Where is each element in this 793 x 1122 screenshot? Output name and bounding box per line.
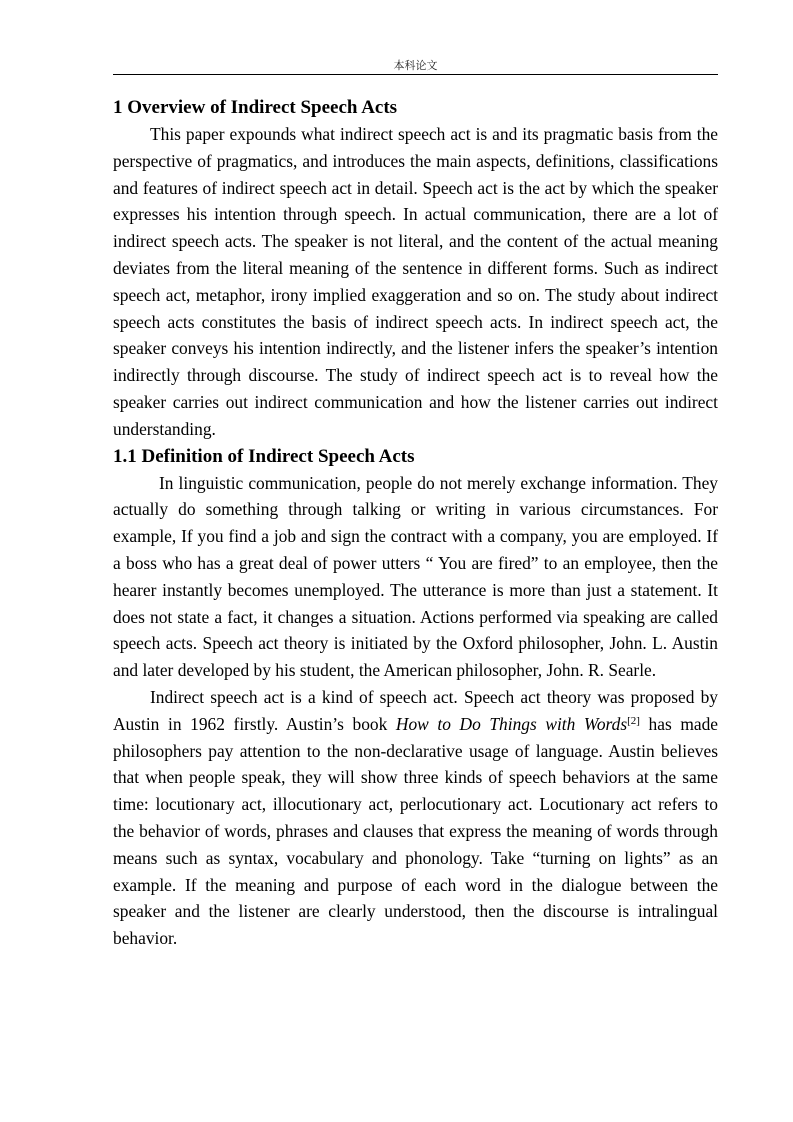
paragraph-text-before: Indirect speech act is a kind of speech act. Speech act theory was proposed by Austin in 1962 firstly. Austin’s book <box>113 686 718 734</box>
section-heading: 1 Overview of Indirect Speech Acts <box>113 97 398 118</box>
book-title: How to Do Things with Words <box>395 713 628 734</box>
citation-marker: [2] <box>627 714 640 727</box>
running-header: 本科论文 <box>393 59 438 72</box>
section-paragraph: This paper expounds what indirect speech act is and its pragmatic basis from the perspective of pragmatics, and introduces the main aspects, definitions, classifications and features of indirect speech act in detail. Speech act is the act by which the speaker expresses his intention through speech. In actual communication, there are a lot of indirect speech acts. The speaker is not literal, and the content of the actual meaning deviates from the literal meaning of the sentence in different forms. Such as indirect speech act, metaphor, irony implied exaggeration and so on. The study about indirect speech acts constitutes the basis of indirect speech acts. In indirect speech act, the speaker conveys his intention indirectly, and the listener infers the speaker’s intention indirectly through discourse. The study of indirect speech act is to reveal how the speaker carries out indirect communication and how the listener carries out indirect understanding. <box>113 124 718 439</box>
subsection-paragraph-1: In linguistic communication, people do not merely exchange information. They actually do something through talking or writing in various circumstances. For example, If you find a job and sign the contract with a company, you are employed. If a boss who has a great deal of power utters “ You are fired” to an employee, then the hearer instantly becomes unemployed. The utterance is more than just a statement. It does not state a fact, it changes a situation. Actions performed via speaking are called speech acts. Speech act theory is initiated by the Oxford philosopher, John. L. Austin and later developed by his student, the American philosopher, John. R. Searle. <box>113 472 718 681</box>
subsection-heading: 1.1 Definition of Indirect Speech Acts <box>113 445 415 467</box>
header-rule <box>113 74 718 75</box>
subsection-paragraph-2 <box>113 684 718 952</box>
paragraph-text-after: has made philosophers pay attention to the non-declarative usage of language. Austin believes that when people speak, they will show three kinds of speech behaviors at the same time: locutionary act, illocutionary act, perlocutionary act. Locutionary act refers to the behavior of words, phrases and clauses that express the meaning of words through means such as syntax, vocabulary and phonology. Take “turning on lights” as an example. If the meaning and purpose of each word in the dialogue between the speaker and the listener are clearly understood, then the discourse is intralingual behavior. <box>113 713 719 949</box>
page-content <box>113 94 718 952</box>
